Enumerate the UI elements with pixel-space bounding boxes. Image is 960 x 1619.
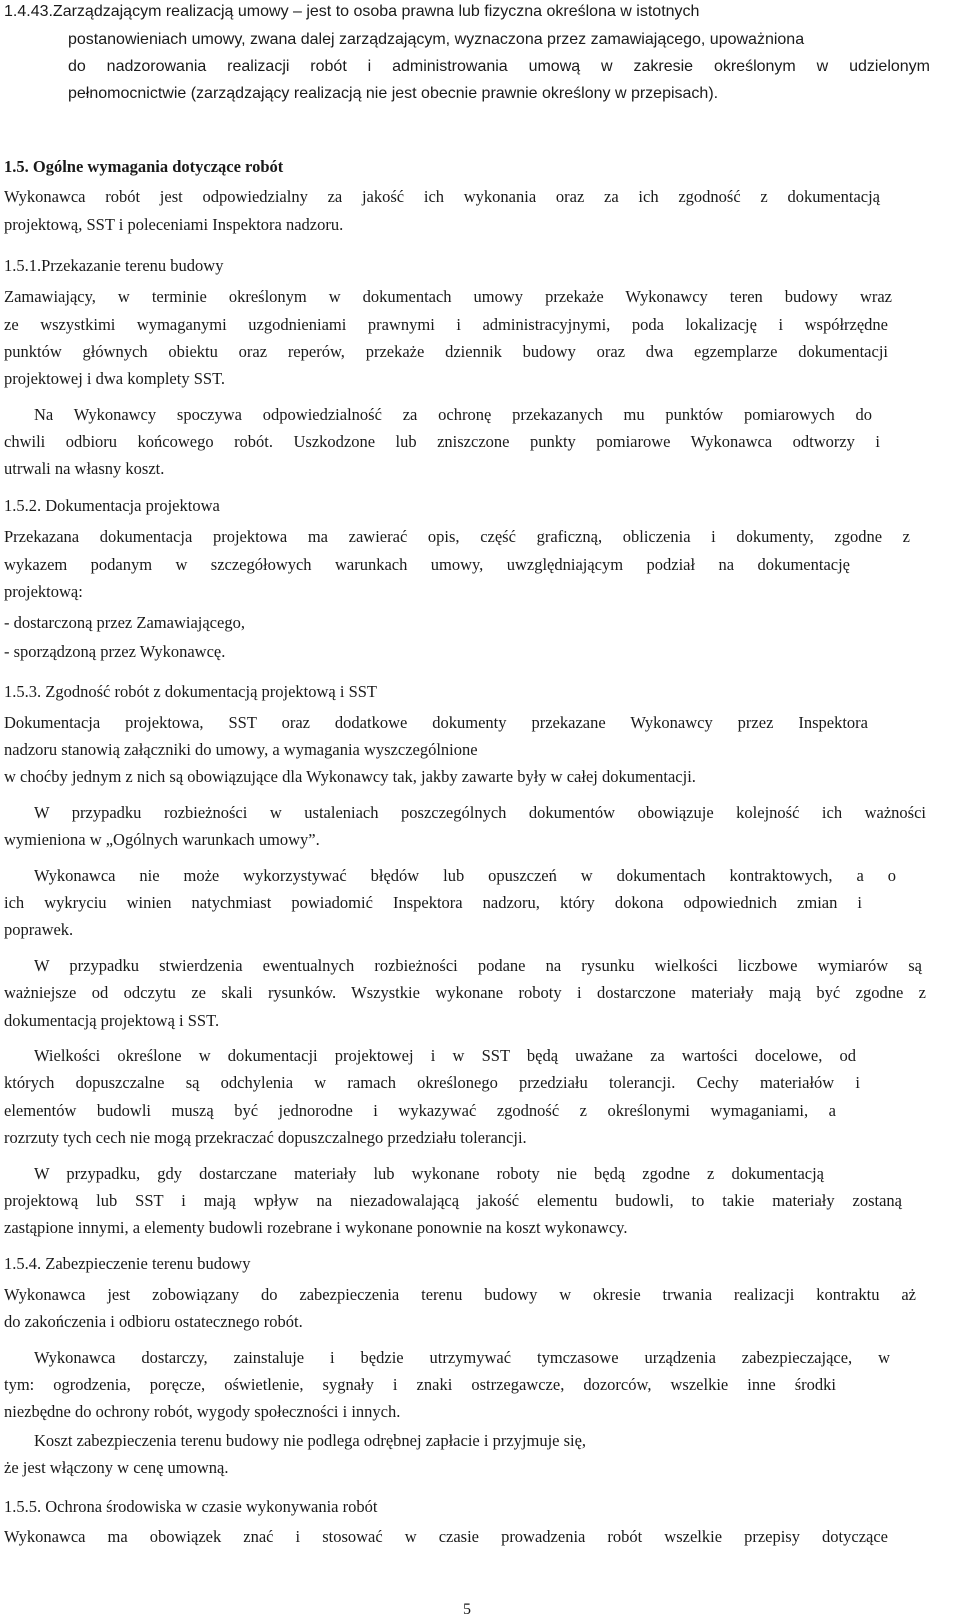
text-line: do nadzorowania realizacji robót i administrowania umową w zakresie określonym w udzielonym xyxy=(68,58,930,75)
text-line: wymieniona w „Ogólnych warunkach umowy”. xyxy=(4,830,320,849)
text-line: ze wszystkimi wymaganymi uzgodnieniami prawnymi i administracyjnymi, poda lokalizację i współrzędne xyxy=(4,315,888,334)
text-line: pełnomocnictwie (zarządzający realizacją nie jest obecnie prawnie określony w przepisach). xyxy=(68,85,719,102)
text-line: do zakończenia i odbioru ostatecznego robót. xyxy=(4,1312,303,1331)
text-line: utrwali na własny koszt. xyxy=(4,459,165,478)
text-line: 1.5.2. Dokumentacja projektowa xyxy=(4,496,220,515)
text-line: projektową lub SST i mają wpływ na niezadowalającą jakość elementu budowli, to takie materiały zostaną xyxy=(4,1191,902,1210)
text-line: 1.4.43.Zarządzającym realizacją umowy – jest to osoba prawna lub fizyczna określona w istotnych xyxy=(4,3,700,20)
text-line: Wykonawca jest zobowiązany do zabezpieczenia terenu budowy w okresie trwania realizacji kontraktu aż xyxy=(4,1285,916,1304)
text-line: projektową, SST i poleceniami Inspektora nadzoru. xyxy=(4,215,344,234)
text-line: że jest włączony w cenę umowną. xyxy=(4,1458,229,1477)
text-line: punktów głównych obiektu oraz reperów, przekaże dziennik budowy oraz dwa egzemplarze dokumentacji xyxy=(4,342,888,361)
text-line: Zamawiający, w terminie określonym w dokumentach umowy przekaże Wykonawcy teren budowy wraz xyxy=(4,287,892,306)
text-line: Wielkości określone w dokumentacji projektowej i w SST będą uważane za wartości docelowe, od xyxy=(34,1046,856,1065)
text-line: W przypadku rozbieżności w ustaleniach poszczególnych dokumentów obowiązuje kolejność ich ważności xyxy=(34,803,926,822)
text-line: chwili odbioru końcowego robót. Uszkodzone lub zniszczone punkty pomiarowe Wykonawca odtworzy i xyxy=(4,432,880,451)
text-line: wykazem podanym w szczegółowych warunkach umowy, uwzględniającym podział na dokumentację xyxy=(4,555,850,574)
text-line: 1.5.3. Zgodność robót z dokumentacją projektową i SST xyxy=(4,682,378,701)
text-line: W przypadku stwierdzenia ewentualnych rozbieżności podane na rysunku wielkości liczbowe wymiarów są xyxy=(34,956,922,975)
text-line: dokumentacją projektową i SST. xyxy=(4,1011,220,1030)
text-line: Wykonawca dostarczy, zainstaluje i będzie utrzymywać tymczasowe urządzenia zabezpieczające, w xyxy=(34,1348,890,1367)
text-line: w choćby jednym z nich są obowiązujące dla Wykonawcy tak, jakby zawarte były w całej dokumentacji. xyxy=(4,767,696,786)
text-line: - sporządzoną przez Wykonawcę. xyxy=(4,642,226,661)
text-line: 1.5.4. Zabezpieczenie terenu budowy xyxy=(4,1254,251,1273)
text-line: 1.5.1.Przekazanie terenu budowy xyxy=(4,256,224,275)
text-line: projektowej i dwa komplety SST. xyxy=(4,369,226,388)
text-line: nadzoru stanowią załączniki do umowy, a wymagania wyszczególnione xyxy=(4,740,478,759)
text-line: Wykonawca ma obowiązek znać i stosować w czasie prowadzenia robót wszelkie przepisy dotyczące xyxy=(4,1527,888,1546)
text-line: Dokumentacja projektowa, SST oraz dodatkowe dokumenty przekazane Wykonawcy przez Inspektora xyxy=(4,713,868,732)
text-line: postanowieniach umowy, zwana dalej zarządzającym, wyznaczona przez zamawiającego, upoważniona xyxy=(68,31,805,48)
text-line: poprawek. xyxy=(4,920,74,939)
text-line: Koszt zabezpieczenia terenu budowy nie podlega odrębnej zapłacie i przyjmuje się, xyxy=(34,1431,587,1450)
text-line: tym: ogrodzenia, poręcze, oświetlenie, sygnały i znaki ostrzegawcze, dozorców, wszelkie inne środki xyxy=(4,1375,836,1394)
text-line: W przypadku, gdy dostarczane materiały lub wykonane roboty nie będą zgodne z dokumentacją xyxy=(34,1164,824,1183)
text-line: Wykonawca nie może wykorzystywać błędów lub opuszczeń w dokumentach kontraktowych, a o xyxy=(34,866,896,885)
text-line: ich wykryciu winien natychmiast powiadomić Inspektora nadzoru, który dokona odpowiednich zmian i xyxy=(4,893,862,912)
text-line: ważniejsze od odczytu ze skali rysunków. Wszystkie wykonane roboty i dostarczone materiały mają być zgodne z xyxy=(4,983,926,1002)
text-line: których dopuszczalne są odchylenia w ramach określonego przedziału tolerancji. Cechy materiałów i xyxy=(4,1073,860,1092)
page-number: 5 xyxy=(463,1601,471,1618)
section-heading: 1.5. Ogólne wymagania dotyczące robót xyxy=(4,157,284,176)
text-line: projektową: xyxy=(4,582,83,601)
text-line: rozrzuty tych cech nie mogą przekraczać dopuszczalnego przedziału tolerancji. xyxy=(4,1128,527,1147)
text-line: Przekazana dokumentacja projektowa ma zawierać opis, część graficzną, obliczenia i dokumenty, zgodne z xyxy=(4,527,910,546)
text-line: elementów budowli muszą być jednorodne i wykazywać zgodność z określonymi wymaganiami, a xyxy=(4,1101,836,1120)
text-line: Na Wykonawcy spoczywa odpowiedzialność za ochronę przekazanych mu punktów pomiarowych do xyxy=(34,405,872,424)
text-line: - dostarczoną przez Zamawiającego, xyxy=(4,613,245,632)
text-line: Wykonawca robót jest odpowiedzialny za jakość ich wykonania oraz za ich zgodność z dokumentacją xyxy=(4,187,880,206)
text-line: zastąpione innymi, a elementy budowli rozebrane i wykonane ponownie na koszt wykonawcy. xyxy=(4,1218,628,1237)
text-line: 1.5.5. Ochrona środowiska w czasie wykonywania robót xyxy=(4,1497,378,1516)
text-line: niezbędne do ochrony robót, wygody społeczności i innych. xyxy=(4,1402,401,1421)
